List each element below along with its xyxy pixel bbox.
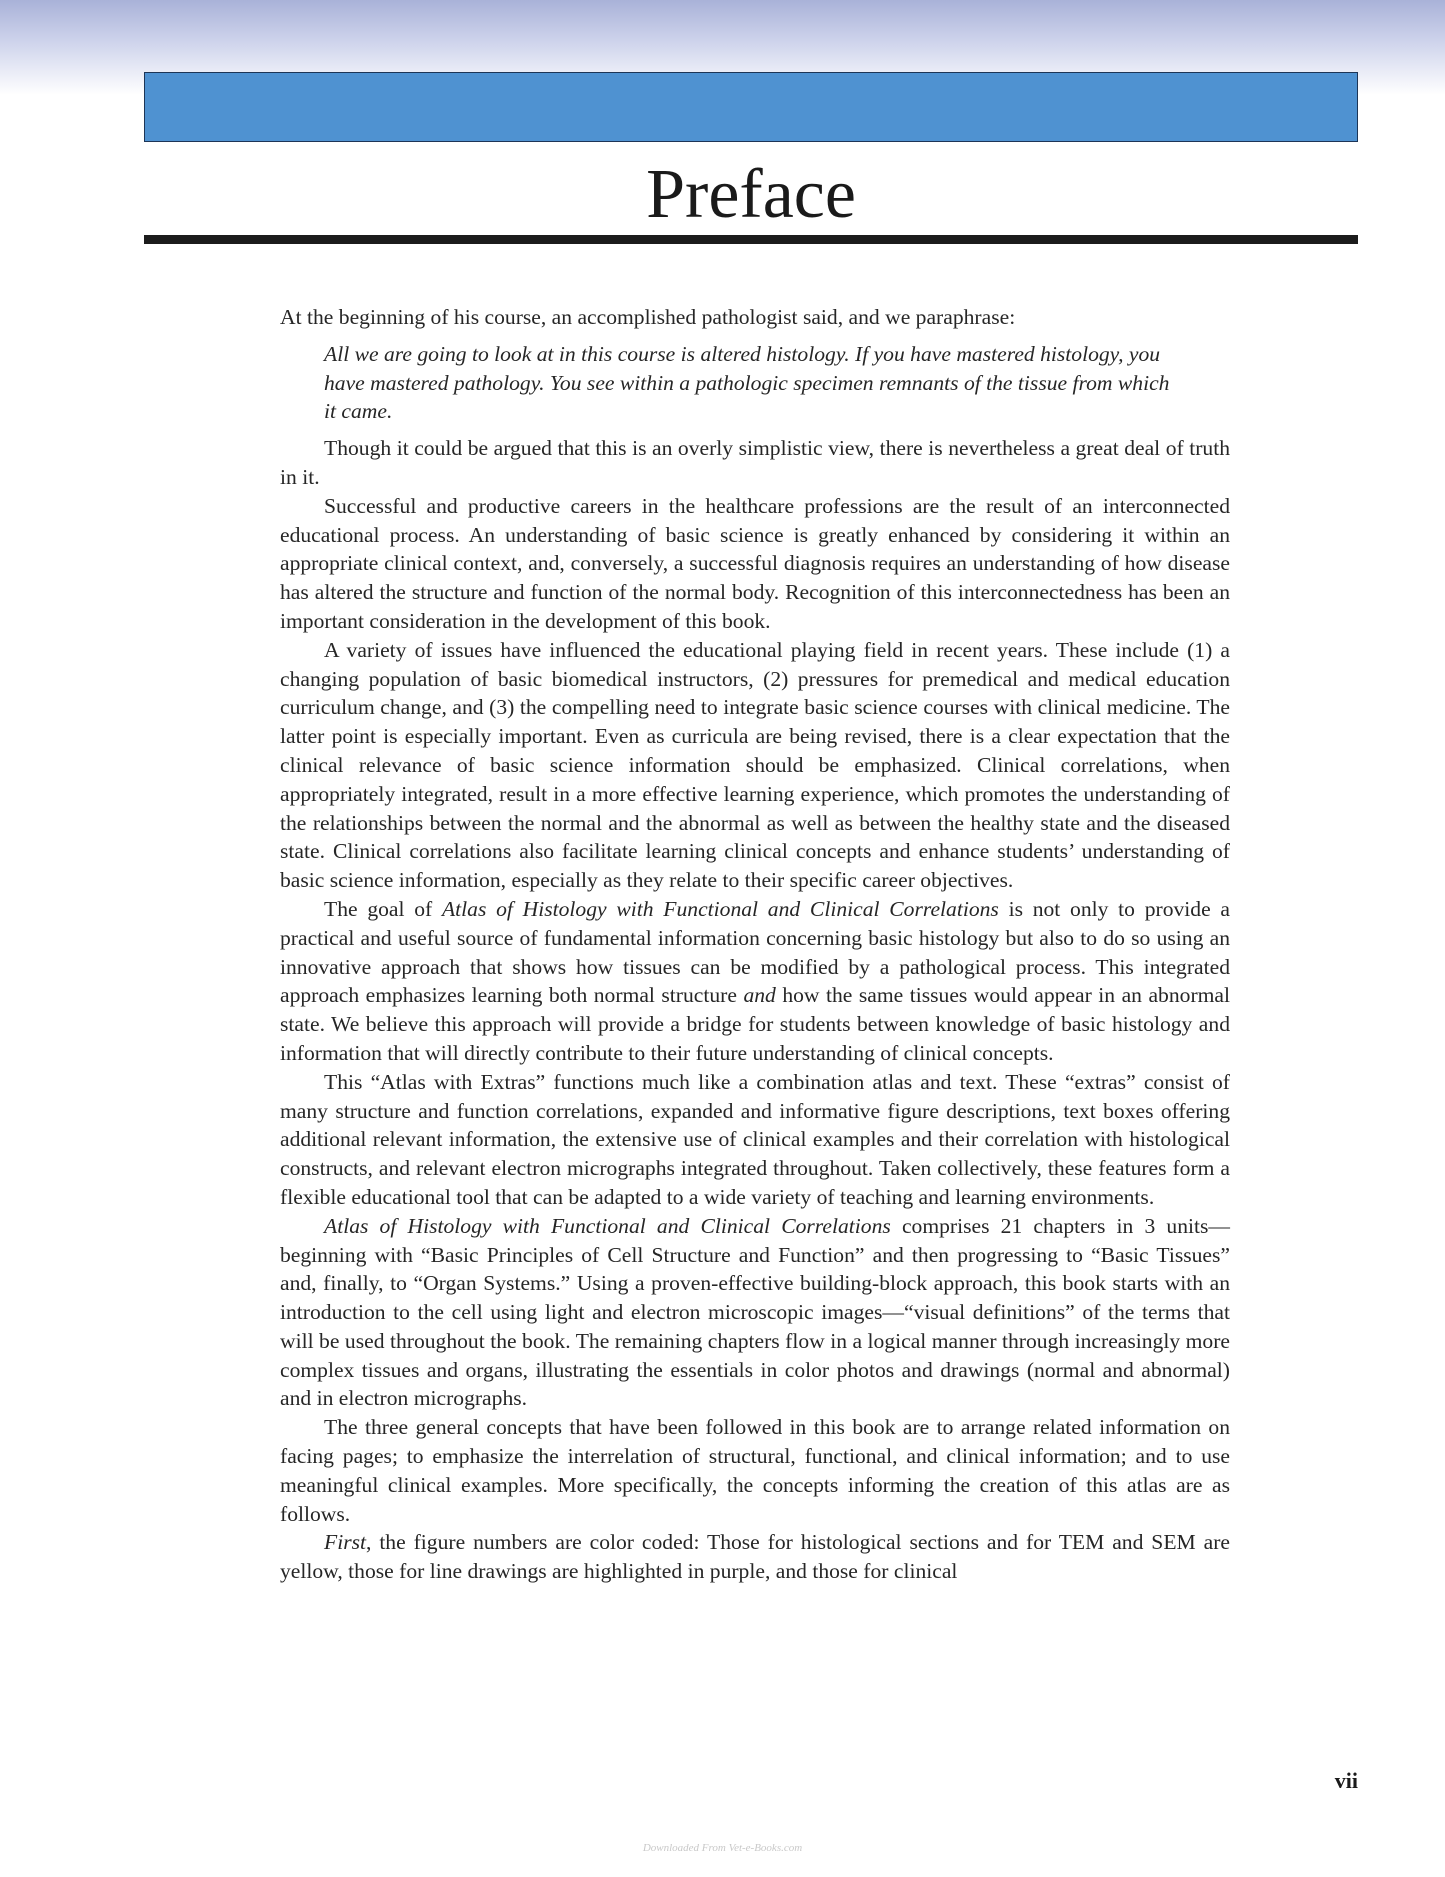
p8-text: , the figure numbers are color coded: Those for histological sections and for TEM and SEM are yellow, those for line drawings are highlighted in purple, and those for clinical	[280, 1530, 1230, 1584]
book-title-italic: Atlas of Histology with Functional and Clinical Correlations	[441, 896, 999, 921]
paragraph-3: A variety of issues have influenced the educational playing field in recent years. These include (1) a changing population of basic biomedical instructors, (2) pressures for premedical and medical education curriculum change, and (3) the compelling need to integrate basic science courses with clinical medicine. The latter point is especially important. Even as curricula are being revised, there is a clear expectation that the clinical relevance of basic science information should be emphasized. Clinical correlations, when appropriately integrated, result in a more effective learning experience, which promotes the understanding of the relationships between the normal and the abnormal as well as between the healthy state and the diseased state. Clinical correlations also facilitate learning clinical concepts and enhance students’ understanding of basic science information, especially as they relate to their specific career objectives.	[280, 637, 1230, 893]
paragraph-1: Though it could be argued that this is an overly simplistic view, there is nevertheless a great deal of truth in it.	[280, 436, 1230, 489]
preface-body	[280, 303, 1230, 1586]
paragraph-5: This “Atlas with Extras” functions much like a combination atlas and text. These “extras” consist of many structure and function correlations, expanded and informative figure descriptions, text boxes offering additional relevant information, the extensive use of clinical examples and their correlation with histological constructs, and relevant electron micrographs integrated throughout. Taken collectively, these features form a flexible educational tool that can be adapted to a wide variety of teaching and learning environments.	[280, 1069, 1230, 1209]
paragraph-2: Successful and productive careers in the healthcare professions are the result of an interconnected educational process. An understanding of basic science is greatly enhanced by considering it within an appropriate clinical context, and, conversely, a successful diagnosis requires an understanding of how disease has altered the structure and function of the normal body. Recognition of this interconnectedness has been an important consideration in the development of this book.	[280, 493, 1230, 633]
pathologist-quote: All we are going to look at in this course is altered histology. If you have mastered histology, you have mastered pathology. You see within a pathologic specimen remnants of the tissue from which it came.	[324, 341, 1170, 424]
title-rule	[144, 235, 1358, 244]
paragraph-6	[280, 1212, 1230, 1414]
and-italic: and	[743, 983, 776, 1008]
paragraph-8	[280, 1528, 1230, 1586]
download-watermark: Downloaded From Vet-e-Books.com	[642, 1842, 803, 1854]
page-number: vii	[1334, 1768, 1358, 1793]
intro-paragraph: At the beginning of his course, an accomplished pathologist said, and we paraphrase:	[280, 305, 1016, 329]
book-title-italic: Atlas of Histology with Functional and Clinical Correlations	[324, 1213, 891, 1238]
p6-text: comprises 21 chapters in 3 units—beginning with “Basic Principles of Cell Structure and Function” and then progressing to “Basic Tissues” and, finally, to “Organ Systems.” Using a proven-effective building-block approach, this book starts with an introduction to the cell using light and electron microscopic images—“visual definitions” of the terms that will be used throughout the book. The remaining chapters flow in a logical manner through increasingly more complex tissues and organs, illustrating the essentials in color photos and drawings (normal and abnormal) and in electron micrographs.	[280, 1213, 1231, 1411]
page-title: Preface	[646, 156, 856, 233]
p4-lead: The goal of	[324, 896, 442, 921]
p4-tail: how the same tissues would appear in an abnormal state. We believe this approach will provide a bridge for students between knowledge of basic histology and information that will directly contribute to their future understanding of clinical concepts.	[280, 983, 1231, 1065]
first-italic: First	[324, 1530, 366, 1555]
paragraph-7: The three general concepts that have been followed in this book are to arrange related information on facing pages; to emphasize the interrelation of structural, functional, and clinical information; and to use meaningful clinical examples. More specifically, the concepts informing the creation of this atlas are as follows.	[280, 1415, 1230, 1526]
paragraph-4	[280, 895, 1230, 1068]
chapter-banner	[144, 72, 1358, 142]
p4-mid: is not only to provide a practical and useful source of fundamental information concerning basic histology but also to do so using an innovative approach that shows how tissues can be modified by a pathological process. This integrated approach emphasizes learning both normal structure	[280, 896, 1231, 1008]
